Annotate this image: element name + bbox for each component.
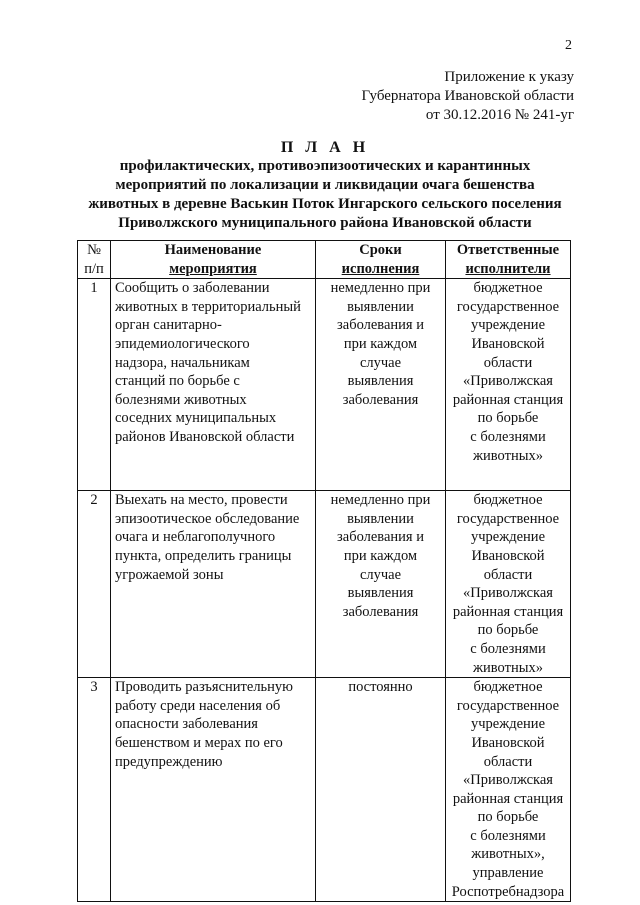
- cell-line: учреждение: [470, 716, 545, 733]
- cell-line: районная станция: [452, 790, 564, 807]
- cell-resp: [446, 279, 571, 491]
- cell-line: пункта, определить границы: [115, 547, 292, 564]
- header-name: [111, 241, 316, 279]
- header-line: Наименование: [164, 242, 262, 258]
- appendix-line: Губернатора Ивановской области: [361, 88, 574, 104]
- cell-line: соседних муниципальных: [115, 410, 277, 427]
- cell-resp: [446, 678, 571, 902]
- cell-line: выявления: [347, 585, 414, 602]
- cell-line: при каждом: [343, 547, 418, 564]
- cell-line: постоянно: [348, 679, 413, 696]
- cell-line: заболевания и: [337, 317, 424, 334]
- cell-line: с болезнями: [470, 827, 546, 844]
- cell-line: Ивановской: [471, 734, 545, 751]
- cell-line: учреждение: [470, 529, 545, 546]
- cell-line: бюджетное: [473, 280, 543, 297]
- cell-line: животных»: [473, 447, 543, 464]
- cell-line: заболевания: [342, 391, 419, 408]
- cell-line: по борьбе: [477, 622, 539, 639]
- plan-subtitle: [70, 157, 580, 233]
- cell-line: Роспотребнадзора: [451, 883, 565, 900]
- header-line: п/п: [84, 260, 104, 277]
- cell-line: бешенством и мерах по его: [115, 734, 283, 751]
- table-row: [78, 678, 571, 902]
- cell-line: орган санитарно-: [115, 317, 222, 334]
- appendix-reference: [274, 68, 574, 125]
- cell-line: эпизоотическое обследование: [115, 510, 300, 527]
- cell-line: предупреждению: [115, 753, 223, 770]
- page-number: 2: [565, 38, 572, 53]
- cell-line: государственное: [456, 697, 560, 714]
- cell-name: [111, 491, 316, 678]
- cell-line: государственное: [456, 298, 560, 315]
- cell-line: «Приволжская: [463, 585, 553, 602]
- header-resp: [446, 241, 571, 279]
- plan-subtitle-line: мероприятий по локализации и ликвидации очага бешенства: [115, 177, 535, 193]
- cell-line: управление: [472, 865, 544, 882]
- cell-line: Выехать на место, провести: [115, 492, 288, 509]
- header-line: исполнения: [341, 260, 420, 277]
- cell-line: случае: [359, 566, 402, 583]
- cell-line: «Приволжская: [463, 772, 553, 789]
- cell-line: выявлении: [347, 298, 414, 315]
- header-line: Сроки: [359, 242, 402, 258]
- cell-num: 1: [78, 279, 111, 491]
- table-row: [78, 491, 571, 678]
- cell-line: опасности заболевания: [115, 716, 258, 733]
- cell-line: районная станция: [452, 391, 564, 408]
- cell-num: 3: [78, 678, 111, 902]
- cell-line: районная станция: [452, 603, 564, 620]
- cell-line: области: [483, 566, 533, 583]
- header-line: №: [87, 242, 101, 258]
- header-term: [316, 241, 446, 279]
- plan-heading: [70, 139, 580, 233]
- cell-line: очага и неблагополучного: [115, 529, 276, 546]
- cell-line: учреждение: [470, 317, 545, 334]
- cell-line: работу среди населения об: [115, 697, 281, 714]
- plan-table: [77, 240, 571, 902]
- cell-line: с болезнями: [470, 640, 546, 657]
- cell-line: животных»,: [471, 846, 545, 863]
- plan-subtitle-line: животных в деревне Васькин Поток Ингарского сельского поселения: [88, 196, 562, 212]
- cell-line: государственное: [456, 510, 560, 527]
- cell-line: надзора, начальникам: [115, 354, 250, 371]
- table-header-row: [78, 241, 571, 279]
- cell-line: Ивановской: [471, 547, 545, 564]
- cell-term: [316, 678, 446, 902]
- cell-line: Проводить разъяснительную: [115, 679, 294, 696]
- cell-line: бюджетное: [473, 492, 543, 509]
- cell-line: выявления: [347, 373, 414, 390]
- plan-title: П Л А Н: [280, 139, 370, 156]
- cell-num: 2: [78, 491, 111, 678]
- appendix-line: от 30.12.2016 № 241-уг: [425, 107, 574, 123]
- cell-line: болезнями животных: [115, 391, 247, 408]
- cell-line: станций по борьбе с: [115, 373, 240, 390]
- plan-subtitle-line: профилактических, противоэпизоотических и карантинных: [119, 158, 531, 174]
- cell-line: эпидемиологического: [115, 335, 250, 352]
- header-line: исполнители: [465, 260, 551, 277]
- cell-line: по борьбе: [477, 809, 539, 826]
- cell-line: выявлении: [347, 510, 414, 527]
- header-num: [78, 241, 111, 279]
- cell-line: Сообщить о заболевании: [115, 280, 270, 297]
- cell-term: [316, 279, 446, 491]
- cell-line: области: [483, 354, 533, 371]
- cell-line: с болезнями: [470, 428, 546, 445]
- appendix-line: Приложение к указу: [444, 69, 574, 85]
- cell-line: заболевания и: [337, 529, 424, 546]
- cell-line: немедленно при: [330, 492, 431, 509]
- cell-name: [111, 678, 316, 902]
- cell-line: заболевания: [342, 603, 419, 620]
- cell-line: области: [483, 753, 533, 770]
- cell-line: при каждом: [343, 335, 418, 352]
- header-line: Ответственные: [456, 242, 560, 258]
- cell-line: «Приволжская: [463, 373, 553, 390]
- cell-line: случае: [359, 354, 402, 371]
- cell-line: животных»: [473, 659, 543, 676]
- cell-name: [111, 279, 316, 491]
- cell-line: Ивановской: [471, 335, 545, 352]
- cell-resp: [446, 491, 571, 678]
- cell-line: районов Ивановской области: [115, 428, 295, 445]
- cell-line: по борьбе: [477, 410, 539, 427]
- plan-subtitle-line: Приволжского муниципального района Ивановской области: [118, 215, 532, 231]
- cell-line: бюджетное: [473, 679, 543, 696]
- table-row: [78, 279, 571, 491]
- cell-line: животных в территориальный: [115, 298, 301, 315]
- cell-term: [316, 491, 446, 678]
- cell-line: немедленно при: [330, 280, 431, 297]
- header-line: мероприятия: [169, 260, 257, 277]
- cell-line: угрожаемой зоны: [115, 566, 224, 583]
